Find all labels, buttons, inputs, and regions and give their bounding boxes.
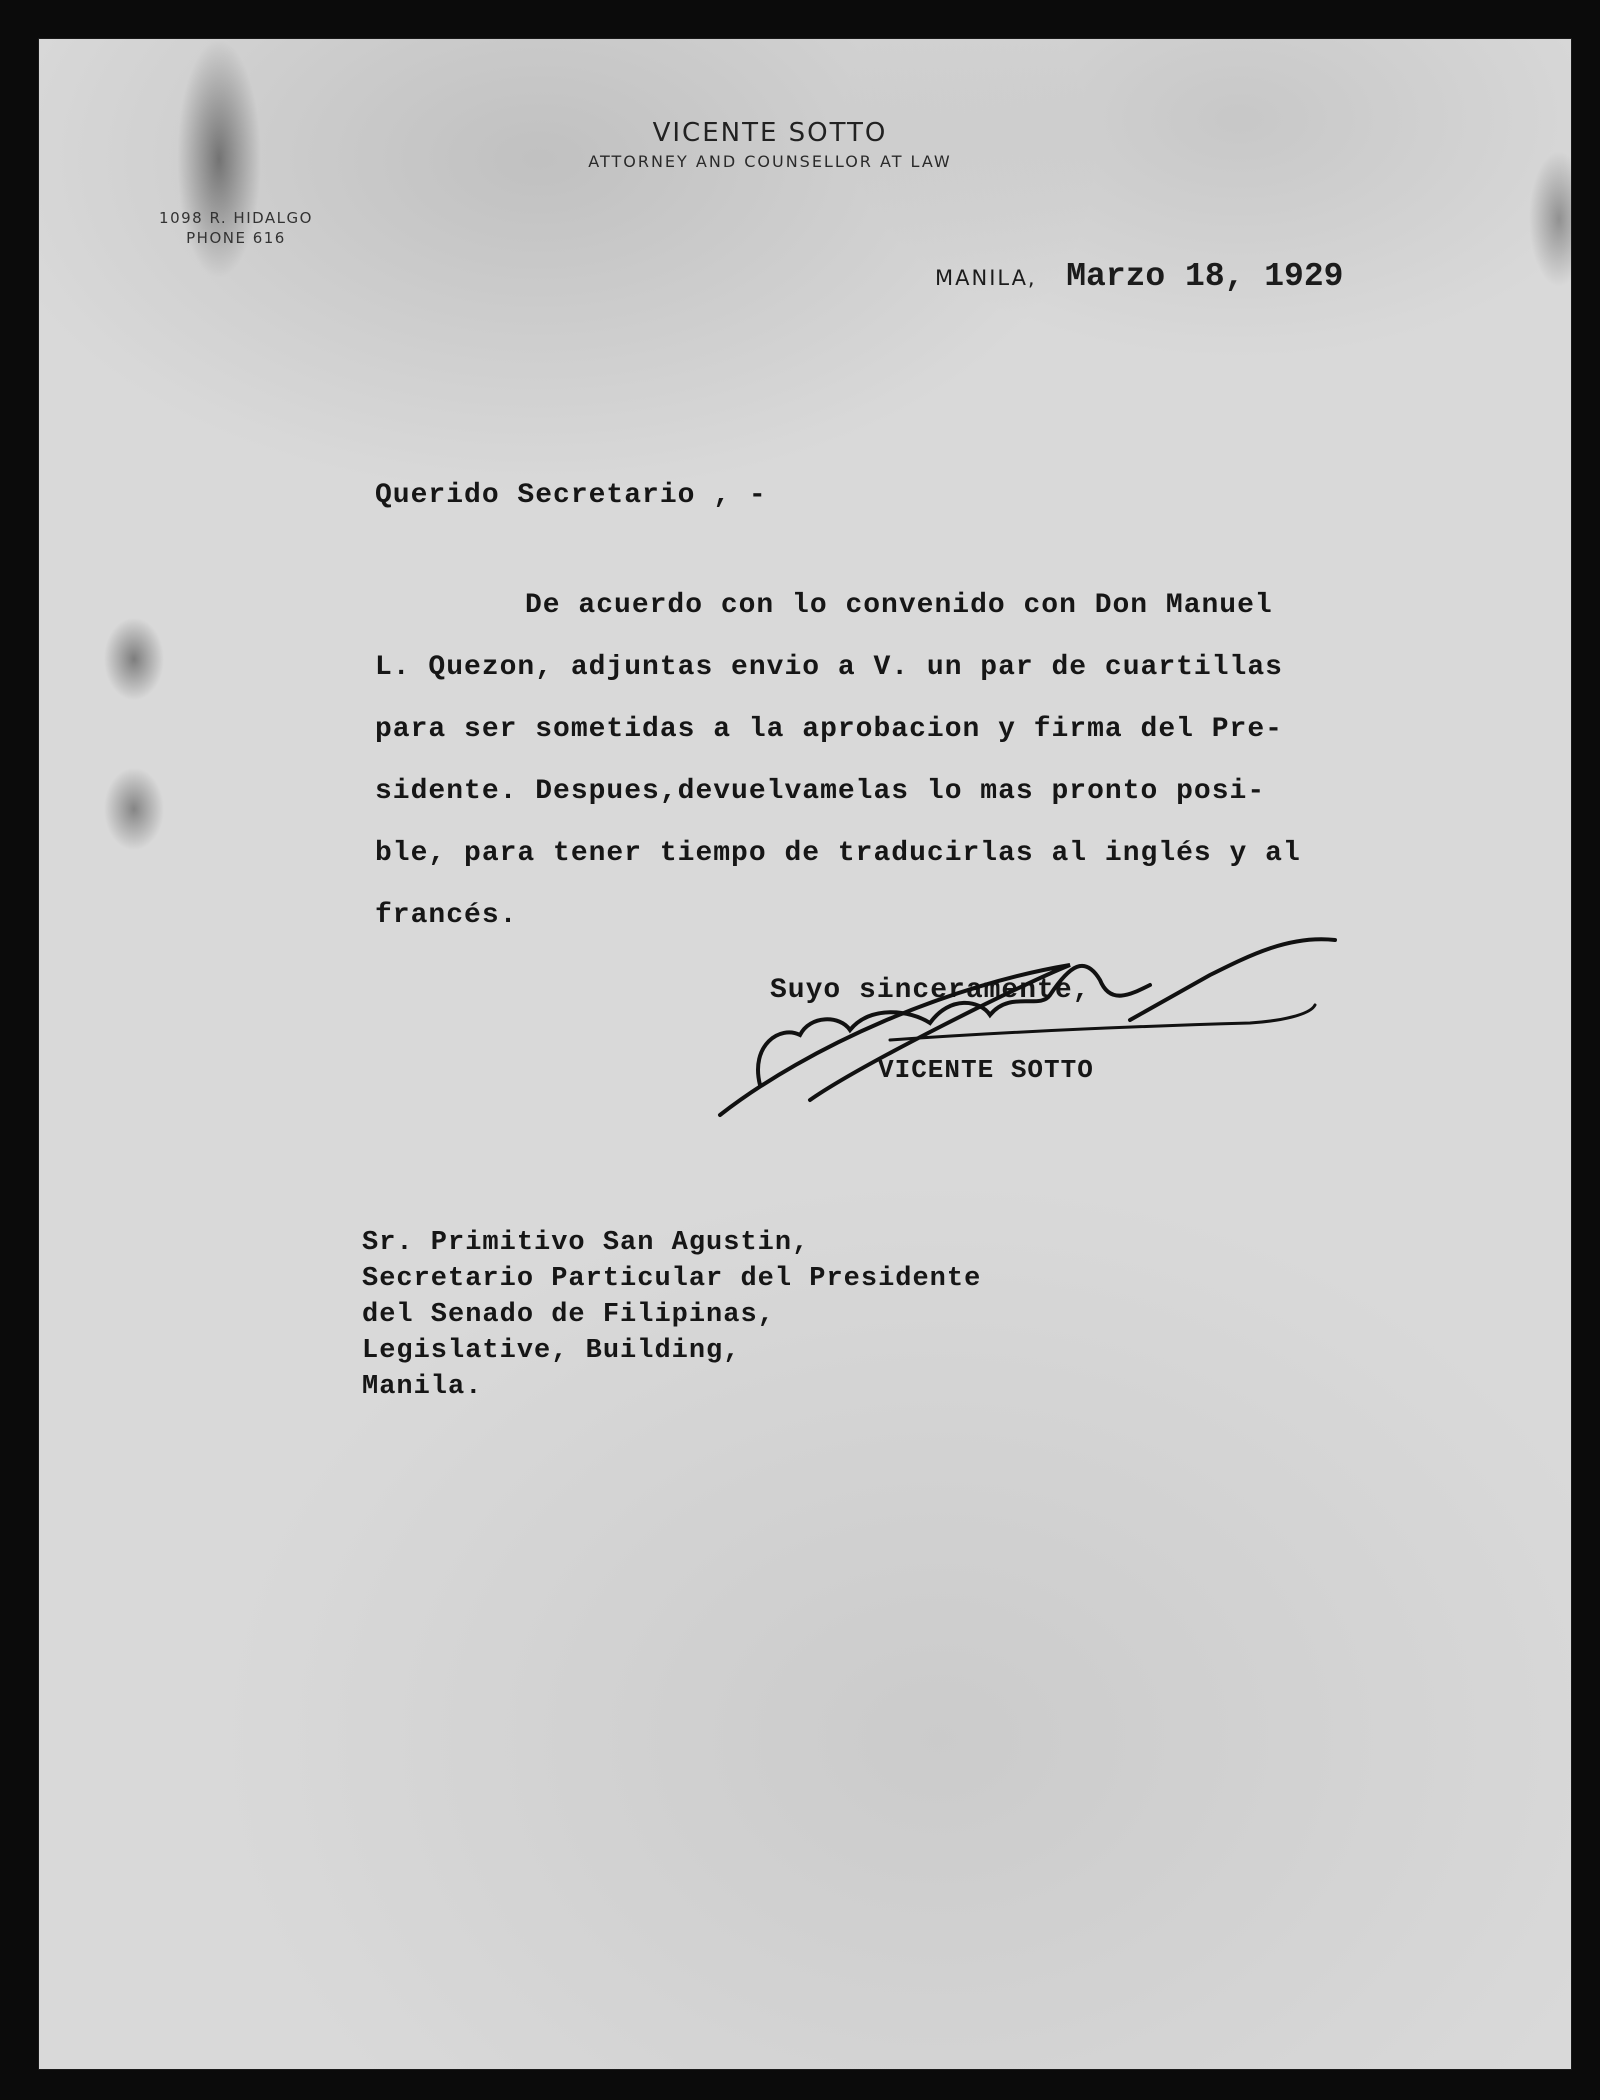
dateline — [935, 258, 1343, 295]
address-phone: PHONE 616 — [186, 229, 286, 247]
recipient-line: del Senado de Filipinas, — [362, 1300, 775, 1330]
recipient-line: Manila. — [362, 1372, 483, 1402]
body-line: L. Quezon, adjuntas envio a V. un par de cuartillas — [375, 652, 1283, 683]
body-line: francés. — [375, 900, 518, 931]
address-street: 1098 R. HIDALGO — [159, 209, 313, 227]
dateline-date: Marzo 18, 1929 — [1066, 258, 1344, 295]
letterhead-address — [126, 208, 346, 248]
closing: Suyo sinceramente, — [770, 975, 1091, 1006]
recipient-line: Secretario Particular del Presidente — [362, 1264, 982, 1294]
body-line: para ser sometidas a la aprobacion y firma del Pre- — [375, 714, 1283, 745]
dateline-city: MANILA, — [935, 266, 1037, 290]
handwritten-signature — [690, 895, 1390, 1145]
recipient-line: Sr. Primitivo San Agustin, — [362, 1228, 810, 1258]
body-line: ble, para tener tiempo de traducirlas al inglés y al — [375, 838, 1301, 869]
salutation: Querido Secretario , - — [375, 480, 767, 511]
recipient-line: Legislative, Building, — [362, 1336, 741, 1366]
letterhead-name: VICENTE SOTTO — [652, 118, 888, 148]
signatory-name: VICENTE SOTTO — [878, 1055, 1094, 1085]
body-line: sidente. Despues,devuelvamelas lo mas pronto posi- — [375, 776, 1266, 807]
body-line: De acuerdo con lo convenido con Don Manuel — [525, 590, 1273, 621]
letterhead-subtitle: ATTORNEY AND COUNSELLOR AT LAW — [588, 152, 952, 171]
